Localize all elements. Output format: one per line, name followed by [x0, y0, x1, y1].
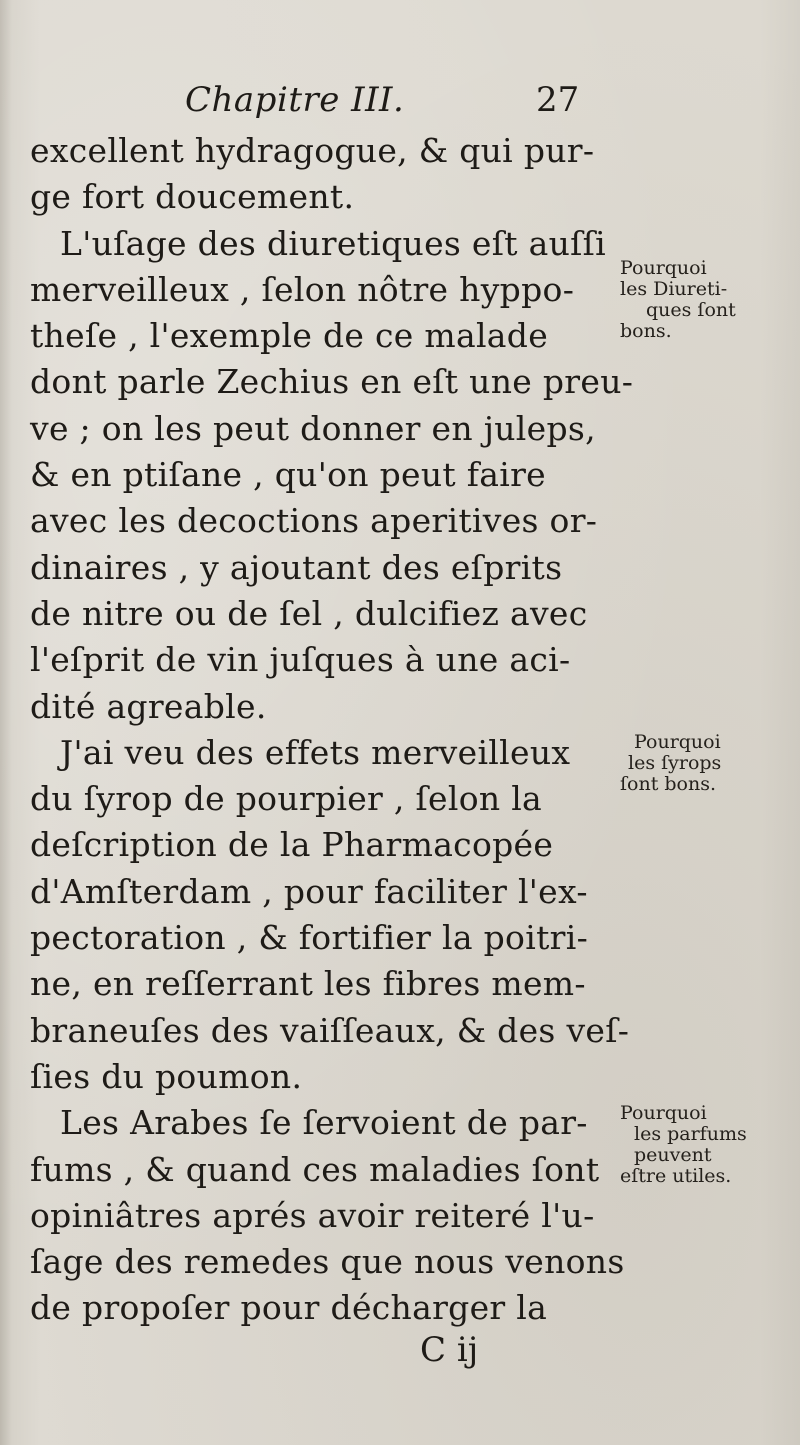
margin-note-line: les parfums — [634, 1123, 747, 1145]
running-title: Chapitre III. — [185, 80, 405, 120]
margin-note-line: eſtre utiles. — [620, 1165, 732, 1187]
text-line: du ſyrop de pourpier , ſelon la — [30, 779, 543, 819]
page-header — [0, 80, 800, 130]
text-line: excellent hydragogue, & qui pur- — [30, 131, 595, 170]
text-line: fums , & quand ces maladies ſont — [30, 1149, 600, 1189]
margin-note — [620, 258, 736, 342]
page-footer — [0, 1330, 800, 1380]
signature-mark: C ij — [420, 1330, 479, 1370]
text-line: L'uſage des diuretiques eſt auſſi — [60, 223, 607, 263]
text-line: avec les decoctions aperitives or- — [30, 501, 598, 541]
margin-note — [620, 1103, 747, 1187]
margin-note — [620, 732, 721, 795]
text-line: & en ptiſane , qu'on peut faire — [30, 455, 546, 495]
text-line: braneuſes des vaiſſeaux, & des veſ- — [30, 1010, 630, 1050]
page-number: 27 — [536, 80, 580, 120]
margin-note-line: les Diureti- — [620, 278, 728, 300]
margin-note-line: ques ſont — [646, 299, 736, 321]
text-line: l'eſprit de vin juſques à une aci- — [30, 640, 571, 680]
text-line: opiniâtres aprés avoir reiteré l'u- — [30, 1195, 595, 1235]
text-line: dité agreable. — [30, 686, 267, 726]
text-line: Les Arabes ſe ſervoient de par- — [60, 1103, 588, 1143]
margin-note-line: Pourquoi — [620, 1102, 707, 1124]
body-text — [30, 128, 634, 1332]
text-line: dont parle Zechius en eſt une preu- — [30, 362, 634, 402]
text-line: d'Amſterdam , pour faciliter l'ex- — [30, 871, 588, 911]
text-line: ge fort doucement. — [30, 177, 355, 217]
text-line: pectoration , & fortifier la poitri- — [30, 918, 589, 958]
text-line: ſies du poumon. — [30, 1056, 303, 1096]
margin-note-line: Pourquoi — [620, 257, 707, 279]
text-line: merveilleux , ſelon nôtre hyppo- — [30, 269, 575, 309]
text-line: ve ; on les peut donner en juleps, — [30, 408, 596, 448]
text-line: ſage des remedes que nous venons — [30, 1242, 625, 1282]
margin-note-line: peuvent — [634, 1144, 712, 1166]
text-line: J'ai veu des effets merveilleux — [60, 732, 571, 772]
text-line: de nitre ou de ſel , dulcifiez avec — [30, 593, 588, 633]
margin-note-line: ſont bons. — [620, 773, 717, 795]
margin-note-line: les ſyrops — [628, 752, 722, 774]
text-line: ne, en reſſerrant les fibres mem- — [30, 964, 586, 1004]
margin-note-line: Pourquoi — [634, 731, 721, 753]
text-line: de propoſer pour décharger la — [30, 1288, 548, 1328]
text-line: deſcription de la Pharmacopée — [30, 825, 554, 865]
margin-note-line: bons. — [620, 320, 672, 342]
text-line: theſe , l'exemple de ce malade — [30, 316, 549, 356]
text-line: dinaires , y ajoutant des eſprits — [30, 547, 563, 587]
